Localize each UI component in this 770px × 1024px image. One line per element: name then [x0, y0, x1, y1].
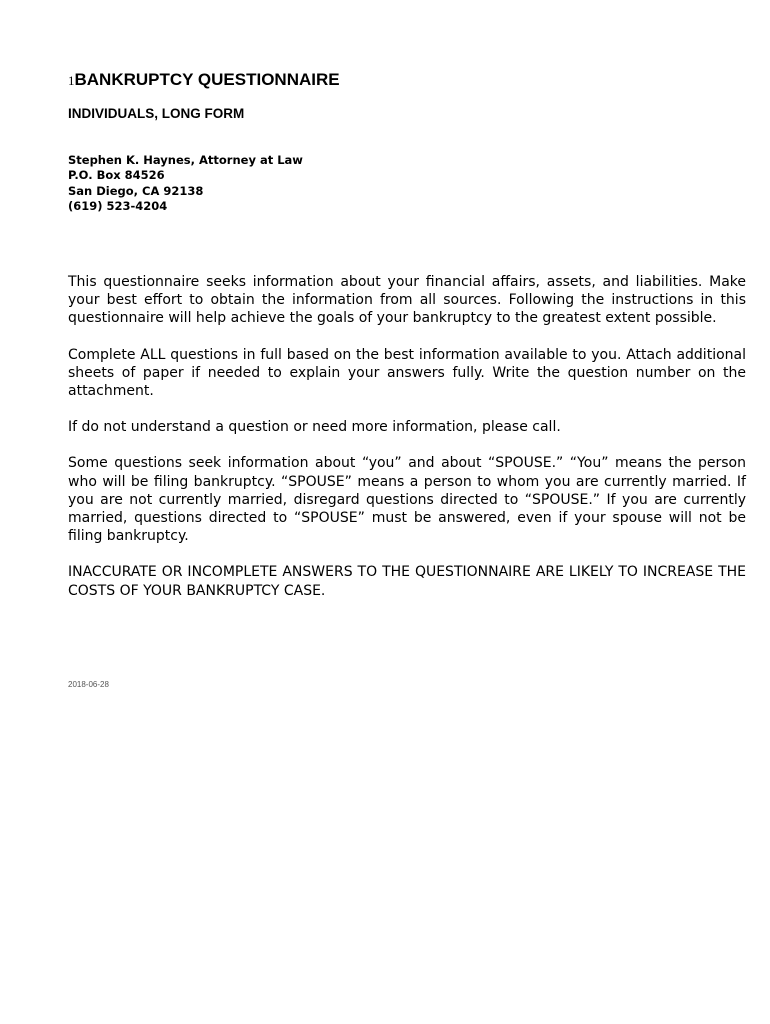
date-stamp: 2018-06-28: [68, 680, 109, 689]
paragraph-spouse: Some questions seek information about “you” and about “SPOUSE.” “You” means the person who will be filing bankruptcy. “SPOUSE” means a person to whom you are currently married. If you are not currently married, disregard questions directed to “SPOUSE.” If you are currently married, questions directed to “SPOUSE” must be answered, even if your spouse will not be filing bankruptcy.: [68, 455, 746, 545]
paragraph-call: If do not understand a question or need more information, please call.: [68, 419, 561, 436]
paragraph-warning: INACCURATE OR INCOMPLETE ANSWERS TO THE QUESTIONNAIRE ARE LIKELY TO INCREASE THE COSTS OF YOUR BANKRUPTCY CASE.: [68, 564, 746, 599]
attorney-city: San Diego, CA 92138: [68, 183, 204, 198]
title-text: BANKRUPTCY QUESTIONNAIRE: [74, 70, 340, 89]
document-subtitle: INDIVIDUALS, LONG FORM: [68, 106, 245, 121]
instructions-body: [68, 273, 746, 618]
title-marker: 1: [68, 73, 75, 88]
attorney-name: Stephen K. Haynes, Attorney at Law: [68, 153, 303, 167]
paragraph-complete-all: Complete ALL questions in full based on the best information available to you. Attach additional sheets of paper if needed to explain your answers fully. Write the question number on the attachment.: [68, 346, 746, 400]
attorney-phone: (619) 523-4204: [68, 198, 168, 213]
attorney-po-box: P.O. Box 84526: [68, 168, 165, 183]
attorney-address-block: [68, 153, 303, 214]
document-title: [68, 70, 340, 90]
paragraph-intro: This questionnaire seeks information about your financial affairs, assets, and liabilities. Make your best effort to obtain the information from all sources. Following the instructions in this questionnaire will help achieve the goals of your bankruptcy to the greatest extent possible.: [68, 274, 746, 327]
